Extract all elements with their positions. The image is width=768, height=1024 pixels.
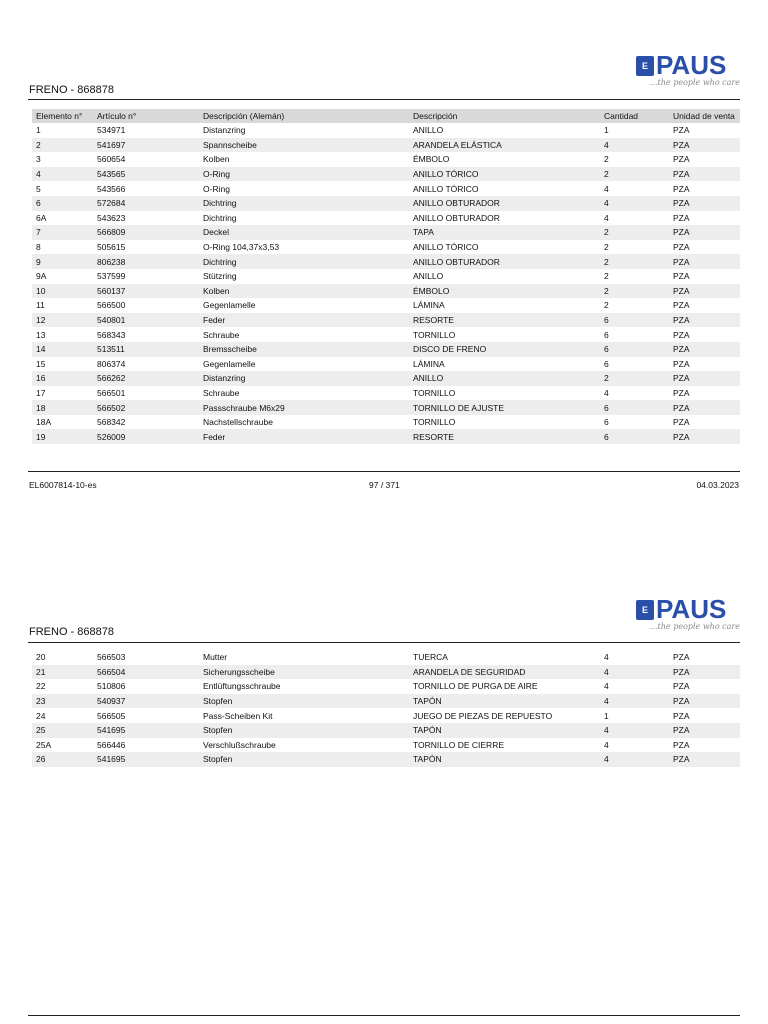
cell-unit: PZA (669, 400, 740, 415)
cell-article-no: 541695 (93, 723, 199, 738)
cell-element-no: 10 (32, 284, 93, 299)
cell-quantity: 2 (600, 167, 669, 182)
cell-quantity: 6 (604, 417, 609, 428)
cell-description: ANILLO (413, 271, 444, 282)
cell-unit: PZA (669, 752, 740, 767)
table-row (32, 650, 740, 665)
cell-element-no: 26 (32, 752, 93, 767)
cell-quantity: 4 (604, 681, 609, 692)
cell-description: ANILLO TÓRICO (409, 167, 600, 182)
cell-unit: PZA (669, 723, 740, 738)
table-row (32, 415, 740, 430)
cell-element-no: 17 (36, 387, 46, 398)
cell-description-german: Stopfen (199, 694, 409, 709)
cell-quantity: 6 (604, 329, 609, 340)
cell-quantity: 4 (600, 196, 669, 211)
cell-article-no: 572684 (93, 196, 199, 211)
cell-element-no: 16 (32, 371, 93, 386)
cell-element-no: 23 (32, 694, 93, 709)
cell-description: ARANDELA DE SEGURIDAD (409, 665, 600, 680)
page-title: FRENO - 868878 (29, 84, 114, 96)
cell-element-no: 4 (32, 167, 93, 182)
cell-description-german: Stopfen (199, 723, 409, 738)
cell-description-german: Distanzring (199, 371, 409, 386)
table-row (32, 254, 740, 269)
cell-description: ANILLO TÓRICO (413, 183, 479, 194)
cell-description-german: Dichtring (199, 254, 409, 269)
cell-quantity: 6 (604, 358, 609, 369)
cell-element-no: 5 (36, 183, 41, 194)
cell-description: TORNILLO DE CIERRE (413, 739, 505, 750)
footer-rule (28, 1015, 740, 1016)
cell-element-no: 2 (32, 138, 93, 153)
cell-quantity: 4 (604, 652, 609, 663)
cell-article-no: 541697 (93, 138, 199, 153)
cell-description-german: Mutter (203, 652, 228, 663)
table-row (32, 723, 740, 738)
table-row (32, 371, 740, 386)
page-title: FRENO - 868878 (29, 626, 114, 638)
cell-unit: PZA (673, 300, 690, 311)
cell-article-no: 566446 (97, 739, 126, 750)
cell-quantity: 2 (604, 154, 609, 165)
table-row (32, 357, 740, 372)
table-row (32, 327, 740, 342)
cell-unit: PZA (673, 681, 690, 692)
cell-element-no: 22 (36, 681, 46, 692)
cell-description-german: Dichtring (199, 196, 409, 211)
cell-article-no: 510806 (97, 681, 126, 692)
col-header-quantity: Cantidad (600, 109, 669, 123)
cell-unit: PZA (669, 371, 740, 386)
cell-quantity: 2 (600, 254, 669, 269)
cell-description: LÁMINA (413, 300, 445, 311)
cell-description-german: Schraube (203, 387, 240, 398)
col-header-description: Descripción (409, 109, 600, 123)
cell-description-german: Entlüftungsschraube (203, 681, 281, 692)
cell-description-german: Dichtring (203, 212, 237, 223)
cell-article-no: 566503 (97, 652, 126, 663)
cell-quantity: 2 (600, 284, 669, 299)
cell-description: TORNILLO (413, 329, 456, 340)
paus-logo-tagline: ...the people who care (649, 78, 740, 87)
cell-unit: PZA (669, 342, 740, 357)
cell-article-no: 806238 (93, 254, 199, 269)
parts-table (32, 650, 740, 767)
cell-element-no: 6A (36, 212, 47, 223)
cell-element-no: 7 (32, 225, 93, 240)
cell-article-no: 543565 (93, 167, 199, 182)
cell-description: ÉMBOLO (409, 284, 600, 299)
table-row (32, 694, 740, 709)
col-header-description-german: Descripción (Alemán) (199, 109, 409, 123)
cell-unit: PZA (669, 665, 740, 680)
cell-article-no: 560654 (97, 154, 126, 165)
cell-description: ANILLO (409, 371, 600, 386)
cell-article-no: 526009 (93, 429, 199, 444)
cell-unit: PZA (669, 254, 740, 269)
cell-description: TAPA (409, 225, 600, 240)
cell-unit: PZA (673, 329, 690, 340)
cell-quantity: 4 (600, 138, 669, 153)
paus-logo (636, 594, 740, 638)
cell-description: ANILLO OBTURADOR (409, 196, 600, 211)
cell-description-german: Passschraube M6x29 (199, 400, 409, 415)
footer-rule (28, 471, 740, 472)
cell-unit: PZA (673, 242, 690, 253)
cell-description-german: O-Ring (203, 183, 230, 194)
cell-article-no: 540937 (93, 694, 199, 709)
cell-description: ÉMBOLO (413, 154, 450, 165)
cell-unit: PZA (669, 313, 740, 328)
cell-quantity: 6 (600, 342, 669, 357)
cell-unit: PZA (673, 154, 690, 165)
cell-description-german: Sicherungsscheibe (199, 665, 409, 680)
cell-article-no: 543566 (97, 183, 126, 194)
cell-description: ANILLO OBTURADOR (409, 254, 600, 269)
table-row (32, 708, 740, 723)
cell-article-no: 566501 (97, 387, 126, 398)
cell-quantity: 2 (600, 371, 669, 386)
cell-article-no: 560137 (93, 284, 199, 299)
cell-element-no: 3 (36, 154, 41, 165)
cell-description-german: O-Ring 104,37x3,53 (203, 242, 280, 253)
cell-description: TORNILLO DE PURGA DE AIRE (413, 681, 538, 692)
cell-element-no: 12 (32, 313, 93, 328)
cell-quantity: 6 (600, 313, 669, 328)
footer-doc-id: EL6007814-10-es (29, 480, 97, 490)
cell-description-german: Spannscheibe (199, 138, 409, 153)
cell-quantity: 4 (604, 739, 609, 750)
cell-description: ANILLO TÓRICO (413, 242, 479, 253)
cell-description-german: Kolben (199, 284, 409, 299)
table-row (32, 284, 740, 299)
cell-description: RESORTE (409, 429, 600, 444)
cell-quantity: 2 (600, 225, 669, 240)
table-row (32, 752, 740, 767)
table-row (32, 138, 740, 153)
cell-element-no: 14 (32, 342, 93, 357)
cell-quantity: 4 (604, 212, 609, 223)
cell-description: ARANDELA ELÁSTICA (409, 138, 600, 153)
table-row (32, 225, 740, 240)
col-header-article: Artículo n° (93, 109, 199, 123)
table-header-row (32, 109, 740, 123)
cell-description-german: Nachstellschraube (203, 417, 273, 428)
table-row (32, 123, 740, 138)
cell-element-no: 9A (36, 271, 47, 282)
cell-description: DISCO DE FRENO (409, 342, 600, 357)
cell-description: TUERCA (413, 652, 448, 663)
cell-quantity: 6 (600, 429, 669, 444)
cell-description-german: Pass-Scheiben Kit (203, 710, 273, 721)
cell-unit: PZA (673, 387, 690, 398)
cell-description: TORNILLO DE AJUSTE (409, 400, 600, 415)
cell-element-no: 18 (32, 400, 93, 415)
cell-unit: PZA (673, 417, 690, 428)
cell-unit: PZA (669, 694, 740, 709)
cell-description-german: Bremsscheibe (199, 342, 409, 357)
table-row (32, 152, 740, 167)
cell-element-no: 6 (32, 196, 93, 211)
cell-quantity: 4 (604, 183, 609, 194)
cell-unit: PZA (669, 138, 740, 153)
cell-element-no: 11 (36, 300, 45, 311)
cell-unit: PZA (673, 739, 690, 750)
cell-quantity: 2 (604, 271, 609, 282)
cell-unit: PZA (673, 710, 690, 721)
cell-article-no: 537599 (97, 271, 126, 282)
cell-article-no: 566502 (93, 400, 199, 415)
cell-description-german: Stützring (203, 271, 237, 282)
cell-unit: PZA (669, 167, 740, 182)
cell-description-german: Kolben (203, 154, 230, 165)
cell-unit: PZA (673, 125, 690, 136)
cell-quantity: 1 (604, 125, 609, 136)
table-row (32, 665, 740, 680)
header-rule (28, 642, 740, 643)
cell-article-no: 566500 (97, 300, 126, 311)
cell-description: TAPÓN (409, 694, 600, 709)
cell-element-no: 8 (36, 242, 41, 253)
cell-unit: PZA (669, 429, 740, 444)
cell-article-no: 513511 (93, 342, 199, 357)
table-row (32, 181, 740, 196)
paus-logo-word: PAUS (656, 50, 727, 80)
cell-description: TAPÓN (409, 723, 600, 738)
cell-description-german: Feder (199, 313, 409, 328)
paus-logo (636, 50, 740, 94)
table-row (32, 738, 740, 753)
table-row (32, 167, 740, 182)
cell-quantity: 2 (604, 300, 609, 311)
table-row (32, 429, 740, 444)
cell-unit: PZA (669, 196, 740, 211)
cell-description-german: Gegenlamelle (203, 358, 256, 369)
cell-quantity: 4 (604, 387, 609, 398)
cell-description: ANILLO OBTURADOR (413, 212, 500, 223)
cell-description: TORNILLO (413, 387, 456, 398)
cell-unit: PZA (673, 271, 690, 282)
cell-article-no: 534971 (97, 125, 126, 136)
cell-element-no: 18A (36, 417, 52, 428)
table-row (32, 386, 740, 401)
cell-element-no: 24 (36, 710, 46, 721)
cell-description-german: Stopfen (199, 752, 409, 767)
cell-article-no: 806374 (97, 358, 126, 369)
footer-date: 04.03.2023 (696, 480, 739, 490)
cell-unit: PZA (673, 183, 690, 194)
cell-quantity: 4 (600, 665, 669, 680)
table-row (32, 679, 740, 694)
paus-logo-word: PAUS (656, 594, 727, 624)
header-rule (28, 99, 740, 100)
cell-quantity: 2 (604, 242, 609, 253)
parts-table (32, 109, 740, 444)
cell-element-no: 19 (32, 429, 93, 444)
table-row (32, 269, 740, 284)
table-row (32, 400, 740, 415)
cell-element-no: 25A (36, 739, 52, 750)
cell-description: LÁMINA (413, 358, 445, 369)
cell-article-no: 566809 (93, 225, 199, 240)
cell-element-no: 9 (32, 254, 93, 269)
cell-description-german: O-Ring (199, 167, 409, 182)
cell-description-german: Schraube (203, 329, 240, 340)
cell-description-german: Verschlußschraube (203, 739, 276, 750)
col-header-unit: Unidad de venta (669, 109, 740, 123)
cell-description: RESORTE (409, 313, 600, 328)
cell-unit: PZA (673, 212, 690, 223)
cell-article-no: 568343 (97, 329, 126, 340)
cell-description: JUEGO DE PIEZAS DE REPUESTO (413, 710, 553, 721)
cell-quantity: 1 (604, 710, 609, 721)
table-row (32, 298, 740, 313)
cell-article-no: 566504 (93, 665, 199, 680)
cell-quantity: 4 (600, 752, 669, 767)
cell-unit: PZA (673, 358, 690, 369)
col-header-element: Elemento n° (32, 109, 93, 123)
cell-unit: PZA (669, 284, 740, 299)
cell-description: TORNILLO (413, 417, 456, 428)
cell-article-no: 543623 (97, 212, 126, 223)
cell-description: TAPÓN (409, 752, 600, 767)
cell-description-german: Feder (199, 429, 409, 444)
cell-article-no: 540801 (93, 313, 199, 328)
cell-article-no: 541695 (93, 752, 199, 767)
table-row (32, 240, 740, 255)
paus-logo-tagline: ...the people who care (649, 622, 740, 631)
cell-element-no: 20 (36, 652, 46, 663)
table-row (32, 342, 740, 357)
table-row (32, 196, 740, 211)
cell-description: ANILLO (413, 125, 444, 136)
table-row (32, 211, 740, 226)
cell-element-no: 15 (36, 358, 46, 369)
footer-page-number: 97 / 371 (369, 480, 400, 490)
paus-logo-mark: E (636, 56, 654, 76)
cell-unit: PZA (673, 652, 690, 663)
cell-unit: PZA (669, 225, 740, 240)
cell-quantity: 4 (600, 694, 669, 709)
cell-description-german: Distanzring (203, 125, 246, 136)
cell-element-no: 13 (36, 329, 46, 340)
cell-article-no: 505615 (97, 242, 126, 253)
paus-logo-mark: E (636, 600, 654, 620)
cell-element-no: 25 (32, 723, 93, 738)
cell-article-no: 566262 (93, 371, 199, 386)
table-row (32, 313, 740, 328)
cell-description-german: Gegenlamelle (203, 300, 256, 311)
cell-description-german: Deckel (199, 225, 409, 240)
cell-quantity: 6 (600, 400, 669, 415)
cell-element-no: 1 (36, 125, 41, 136)
cell-article-no: 566505 (97, 710, 126, 721)
cell-element-no: 21 (32, 665, 93, 680)
cell-quantity: 4 (600, 723, 669, 738)
cell-article-no: 568342 (97, 417, 126, 428)
